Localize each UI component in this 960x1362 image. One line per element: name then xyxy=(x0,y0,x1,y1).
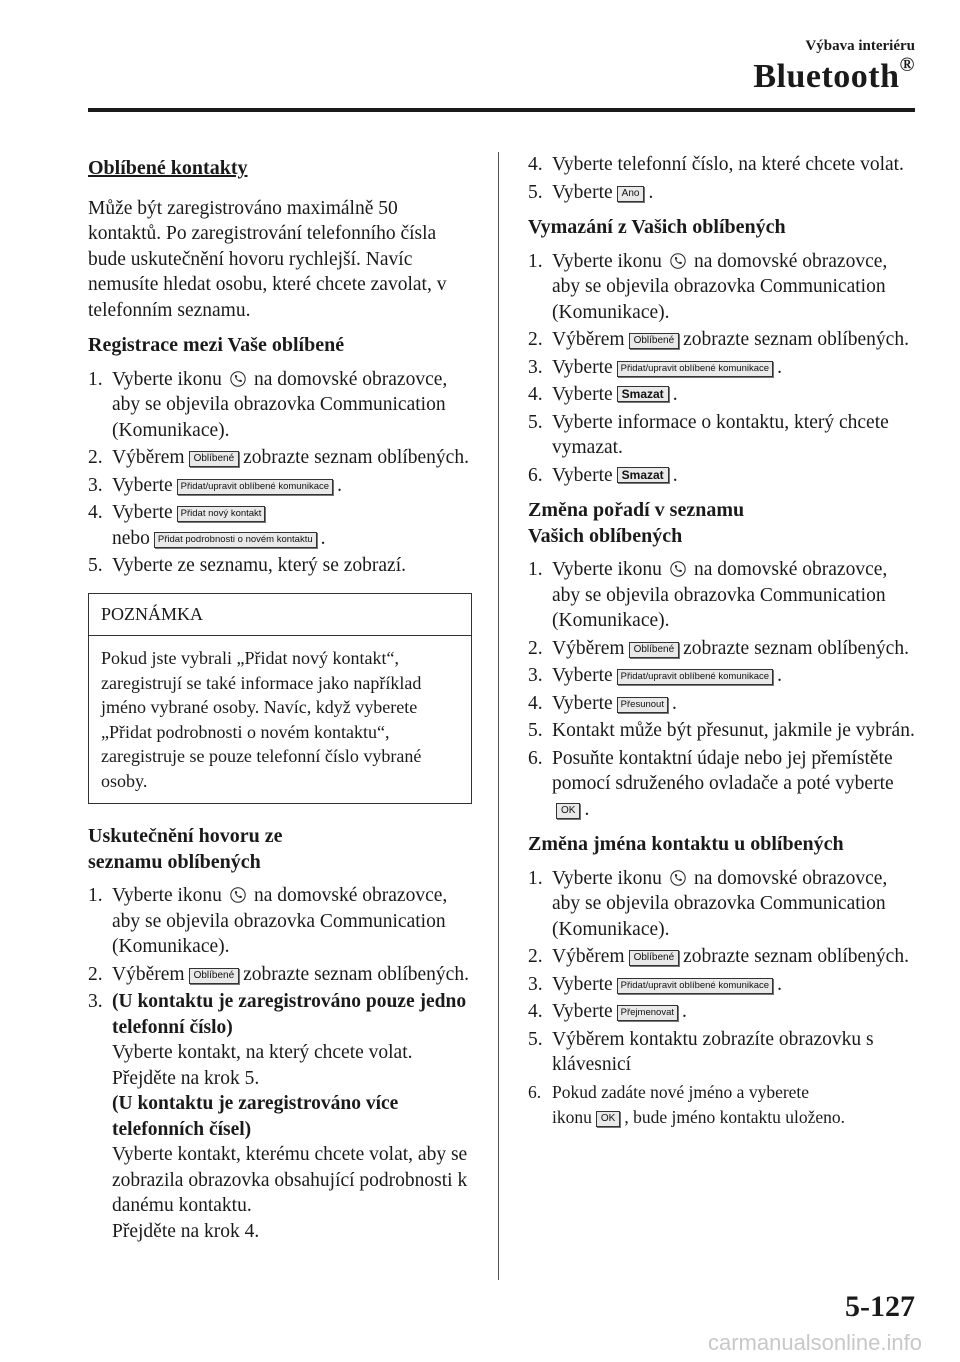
step-number: 4. xyxy=(88,502,103,523)
step-number: 4. xyxy=(528,1001,543,1022)
step-item xyxy=(88,445,472,471)
intro-paragraph: Může být zaregistrováno maximálně 50 kontaktů. Po zaregistrování telefonního čísla bude uskutečnění hovoru rychlejší. Navíc nemusíte hledat osobu, které chcete zavolat, v telefonním seznamu. xyxy=(88,197,447,321)
step-text: oblíbených. xyxy=(817,329,909,350)
page-number: 5-127 xyxy=(845,1290,915,1323)
step-text: Vyberte ikonu xyxy=(112,885,222,906)
step-item xyxy=(88,500,472,551)
step-text: Vyberte xyxy=(552,665,613,686)
move-button[interactable]: Přesunout xyxy=(617,697,668,713)
add-edit-favorites-button[interactable]: Přidat/upravit oblíbené komunikace xyxy=(617,978,773,994)
step-text: . xyxy=(320,527,326,549)
step-text: na domovské xyxy=(693,559,798,580)
step-item xyxy=(88,473,472,499)
heading-delete: Vymazání z Vašich oblíbených xyxy=(528,216,786,238)
section-title-favorites: Oblíbené kontakty xyxy=(88,157,248,179)
heading-line: seznamu oblíbených xyxy=(88,850,261,873)
step-item xyxy=(528,152,920,178)
step-text: Výběrem xyxy=(552,637,625,659)
step-text: obrazovce, aby se objevila obrazovka xyxy=(552,559,888,606)
step-item xyxy=(528,718,920,744)
step-text: Kontakt může být přesunut, jakmile je vybrán. xyxy=(552,720,915,741)
step-item xyxy=(528,1027,920,1078)
step-text: obrazovce, aby se objevila obrazovka xyxy=(552,250,888,297)
step-text: Vyberte ikonu xyxy=(552,559,662,580)
step-text: oblíbených. xyxy=(817,946,909,967)
delete-steps xyxy=(528,249,920,489)
step-text: Vyberte xyxy=(552,356,613,378)
call-steps-cont xyxy=(528,152,920,205)
step-text: . xyxy=(672,464,678,486)
step-item xyxy=(528,746,920,823)
step-text: Vyberte ikonu xyxy=(552,867,662,889)
heading-rename: Změna jména kontaktu u oblíbených xyxy=(528,833,844,855)
step-number: 2. xyxy=(88,963,103,985)
step-number: 1. xyxy=(88,885,103,906)
step-item xyxy=(88,367,472,444)
delete-button[interactable]: Smazat xyxy=(617,386,669,402)
step-text: . xyxy=(584,798,590,820)
add-new-contact-button[interactable]: Přidat nový kontakt xyxy=(177,506,266,522)
step-text: na domovské xyxy=(693,250,798,272)
step-text: Výběrem xyxy=(112,447,185,468)
step-number: 5. xyxy=(528,181,543,203)
step-text: Vyberte xyxy=(552,384,613,405)
step-item xyxy=(528,410,920,461)
delete-button[interactable]: Smazat xyxy=(617,467,669,483)
step-text: . xyxy=(777,665,782,686)
yes-button[interactable]: Ano xyxy=(617,186,645,202)
step-item xyxy=(528,691,920,717)
step-number: 4. xyxy=(528,384,543,405)
step-item xyxy=(528,663,920,689)
step-text: (U kontaktu je zaregistrováno více telefonních čísel) xyxy=(112,1093,399,1140)
step-text: oblíbených. xyxy=(377,963,469,985)
favorites-button[interactable]: Oblíbené xyxy=(629,333,680,349)
column-separator xyxy=(498,152,499,1280)
step-text: Výběrem xyxy=(552,946,625,967)
step-text: zobrazte seznam xyxy=(683,946,813,967)
step-text: Přejděte na krok 4. xyxy=(112,1220,260,1242)
step-item xyxy=(528,999,920,1025)
step-text: na domovské xyxy=(253,368,358,390)
step-item xyxy=(88,962,472,988)
phone-icon xyxy=(670,253,686,269)
step-text: Vyberte xyxy=(552,464,613,486)
step-text: Vyberte ikonu xyxy=(552,250,662,272)
step-text: obrazovce, aby se objevila obrazovka xyxy=(112,368,448,415)
step-item xyxy=(528,180,920,206)
heading-line: Uskutečnění hovoru ze xyxy=(88,825,283,847)
step-text: . xyxy=(777,973,782,995)
step-text: Vyberte xyxy=(552,181,613,203)
step-text: na domovské xyxy=(693,867,798,889)
header-rule xyxy=(88,108,915,112)
step-text: Communication (Komunikace). xyxy=(552,893,886,940)
add-edit-favorites-button[interactable]: Přidat/upravit oblíbené komunikace xyxy=(617,669,773,685)
heading-call xyxy=(88,824,472,875)
note-body: Pokud jste vybrali „Přidat nový kontakt“, zaregistrují se také informace jako například jméno vybrané osoby. Navíc, když vyberete „Přidat podrobnosti o novém kontaktu“, zaregistruje se pouze telefonní číslo vybrané osoby. xyxy=(101,648,422,791)
step-text: Výběrem xyxy=(112,963,185,985)
step-item xyxy=(88,989,472,1244)
add-contact-details-button[interactable]: Přidat podrobnosti o novém kontaktu xyxy=(154,532,317,548)
step-number: 2. xyxy=(528,329,543,350)
step-number: 5. xyxy=(88,555,103,576)
step-item xyxy=(528,1080,920,1131)
step-text: . xyxy=(777,356,782,378)
step-text: . xyxy=(682,1001,687,1022)
step-text: . xyxy=(337,474,342,496)
step-text: ikonu xyxy=(552,1107,592,1127)
step-number: 4. xyxy=(528,692,543,714)
step-text: (U kontaktu je zaregistrováno pouze jedno telefonní číslo) xyxy=(112,991,467,1038)
step-item xyxy=(528,463,920,489)
step-text: Vyberte xyxy=(552,973,613,995)
heading-registration: Registrace mezi Vaše oblíbené xyxy=(88,334,345,356)
step-text: zobrazte seznam xyxy=(243,963,373,985)
step-number: 2. xyxy=(528,637,543,659)
step-item xyxy=(528,636,920,662)
add-edit-favorites-button[interactable]: Přidat/upravit oblíbené komunikace xyxy=(617,361,773,377)
step-text: oblíbených. xyxy=(817,637,909,659)
registered-mark: ® xyxy=(899,54,915,76)
step-number: 1. xyxy=(528,559,543,580)
favorites-button[interactable]: Oblíbené xyxy=(189,968,240,984)
ok-button[interactable]: OK xyxy=(596,1111,620,1127)
registration-steps xyxy=(88,367,472,579)
step-text: Přejděte na krok 5. xyxy=(112,1067,260,1089)
header-title xyxy=(753,54,915,96)
step-item xyxy=(528,355,920,381)
phone-icon xyxy=(230,371,246,387)
step-text: Vyberte informace o kontaktu, který chcete vymazat. xyxy=(552,411,889,458)
step-text: Posuňte kontaktní údaje nebo jej přemístěte pomocí sdruženého ovladače a poté vyberte xyxy=(552,747,894,794)
header-section: Výbava interiéru xyxy=(805,38,915,54)
favorites-button[interactable]: Oblíbené xyxy=(629,950,680,966)
step-text: Communication (Komunikace). xyxy=(552,584,886,631)
step-number: 3. xyxy=(528,356,543,378)
step-text: . xyxy=(671,692,677,714)
step-number: 1. xyxy=(528,250,543,272)
step-item xyxy=(528,557,920,634)
ok-button[interactable]: OK xyxy=(556,803,580,819)
step-text: Vyberte ze seznamu, který se zobrazí. xyxy=(112,555,406,576)
step-number: 2. xyxy=(528,946,543,967)
heading-line: Změna pořadí v seznamu xyxy=(528,499,745,521)
rename-button[interactable]: Přejmenovat xyxy=(617,1005,678,1021)
step-text: oblíbených. xyxy=(377,447,469,468)
step-text: Vyberte xyxy=(552,1001,613,1022)
step-text: Vyberte xyxy=(112,502,173,523)
step-item xyxy=(528,249,920,326)
step-text: Communication (Komunikace). xyxy=(112,394,446,441)
heading-order xyxy=(528,498,920,549)
step-number: 5. xyxy=(528,720,543,741)
step-item xyxy=(528,972,920,998)
favorites-button[interactable]: Oblíbené xyxy=(629,642,680,658)
step-text: Vyberte kontakt, kterému chcete volat, aby se zobrazila obrazovka obsahující podrobnosti k danému kontaktu. xyxy=(112,1144,468,1216)
rename-steps xyxy=(528,866,920,1131)
add-edit-favorites-button[interactable]: Přidat/upravit oblíbené komunikace xyxy=(177,479,333,495)
step-number: 3. xyxy=(528,665,543,686)
step-number: 3. xyxy=(88,991,103,1012)
left-column xyxy=(88,152,472,1250)
step-number: 3. xyxy=(88,474,103,496)
step-text: Vyberte xyxy=(112,474,173,496)
step-text: zobrazte seznam xyxy=(683,637,813,659)
step-text: , bude jméno kontaktu uloženo. xyxy=(624,1107,845,1127)
order-steps xyxy=(528,557,920,822)
step-text: Vyberte ikonu xyxy=(112,368,222,390)
note-box xyxy=(88,593,472,805)
step-number: 6. xyxy=(528,1081,542,1102)
step-text: zobrazte seznam xyxy=(243,447,373,468)
right-column xyxy=(528,152,920,1137)
step-number: 6. xyxy=(528,747,543,769)
step-number: 1. xyxy=(88,368,103,390)
phone-icon xyxy=(670,561,686,577)
step-text: zobrazte seznam xyxy=(683,329,813,350)
step-text: Výběrem kontaktu zobrazíte obrazovku s klávesnicí xyxy=(552,1028,874,1075)
step-number: 5. xyxy=(528,1028,543,1050)
watermark: carmanualsonline.info xyxy=(707,1330,922,1355)
step-item xyxy=(528,866,920,943)
step-text: obrazovce, aby se objevila obrazovka xyxy=(552,867,888,914)
phone-icon xyxy=(670,870,686,886)
step-item xyxy=(88,883,472,960)
step-number: 5. xyxy=(528,411,543,433)
step-number: 6. xyxy=(528,464,543,486)
step-text: obrazovce, aby se objevila obrazovka xyxy=(112,885,448,932)
step-item xyxy=(528,382,920,408)
favorites-button[interactable]: Oblíbené xyxy=(189,451,240,467)
step-item xyxy=(528,944,920,970)
heading-line: Vašich oblíbených xyxy=(528,524,683,547)
header-title-text: Bluetooth xyxy=(753,58,900,95)
step-item xyxy=(528,327,920,353)
step-text: na domovské xyxy=(253,885,358,906)
step-text: Vyberte xyxy=(552,692,613,714)
step-text: Výběrem xyxy=(552,329,625,350)
step-number: 2. xyxy=(88,447,103,468)
step-text: nebo xyxy=(112,527,150,549)
step-text: Communication (Komunikace). xyxy=(112,910,446,957)
step-item xyxy=(88,553,472,579)
step-number: 1. xyxy=(528,867,543,889)
call-steps xyxy=(88,883,472,1244)
step-text: Vyberte telefonní číslo, na které chcete volat. xyxy=(552,154,904,175)
step-text: Vyberte kontakt, na který chcete volat. xyxy=(112,1042,413,1063)
step-text: . xyxy=(672,384,678,405)
step-text: Pokud zadáte nové jméno a vyberete xyxy=(552,1081,810,1102)
step-number: 4. xyxy=(528,154,543,175)
phone-icon xyxy=(230,887,246,903)
step-text: . xyxy=(648,181,654,203)
step-text: Communication (Komunikace). xyxy=(552,276,886,323)
step-number: 3. xyxy=(528,973,543,995)
note-title: POZNÁMKA xyxy=(89,594,471,637)
